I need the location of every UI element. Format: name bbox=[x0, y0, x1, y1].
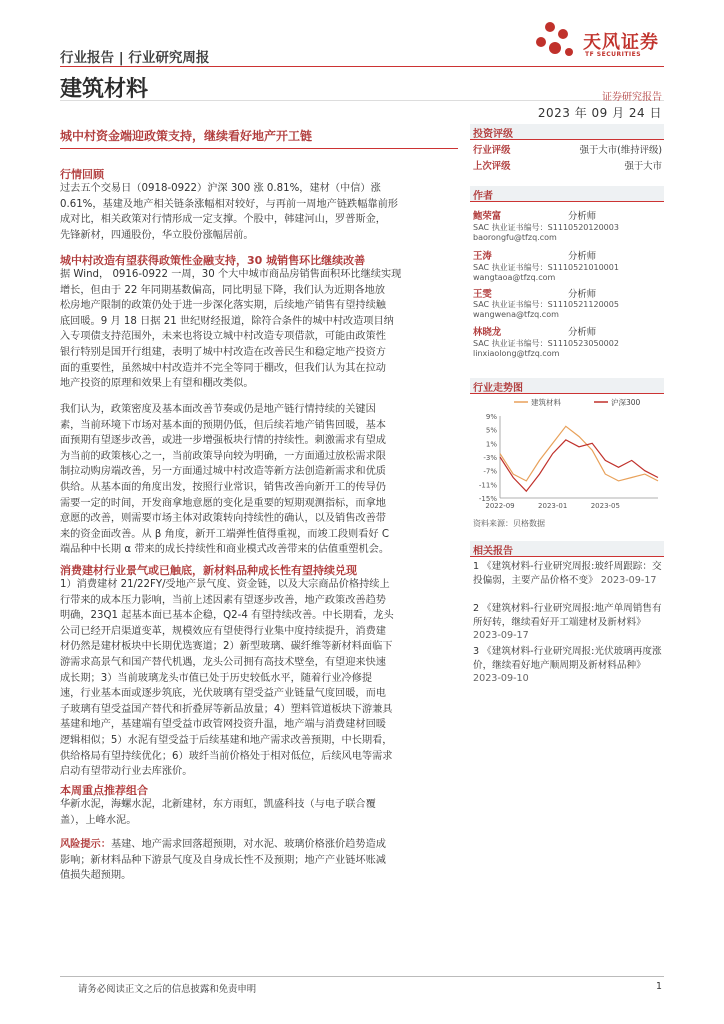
prev-rating-label: 上次评级 bbox=[473, 161, 511, 172]
legend-label: 建筑材料 bbox=[531, 398, 561, 407]
paragraph-consumer-materials: 1）消费建材 21/22FY/受地产景气度、资金链，以及大宗商品价格持续上 行带来的成本压力影响，当前上述因素有望逐步改善，地产政策改善趋势 明确，23Q1 起基本面已基本企稳，Q2-4 有望持续改善。中长期看，龙头 公司已经开启渠道变革，规模效应有望使得行业集中度持续提升，消费建 材仍然是建材板块中长期优选赛道；2）新型玻璃、碳纤维等新材料面临下 游需求高景气和国产替代机遇，龙头公司拥有高技术壁垒，有望迎来快速 成长期；3）当前玻璃龙头市值已处于历史较低水平，随着行业冷修提 速，行业基本面或逐步筑底，光伏玻璃有望受益产业链量气度回暖，而电 子玻璃有望受益国产替代和折叠屏等新品放量；4）塑料管道板块下游兼具 基建和地产，基建端有望受益市政管网投资升温，地产端与消费建材回暖 逻辑相似；5）水泥有望受益于后续基建和地产需求改善预期，中长期看， 供给格局有望持续优化；6）玻纤当前价格处于相对低位，后续风电等需求 启动有望带动行业去库涨价。 bbox=[60, 579, 394, 778]
analyst-email[interactable]: wangtaoa@tfzq.com bbox=[473, 273, 556, 282]
analyst-sac: SAC 执业证书编号：S1110521010001 bbox=[473, 263, 619, 272]
legend-label: 沪深300 bbox=[611, 398, 641, 407]
logo-text-en: TF SECURITIES bbox=[585, 51, 642, 58]
analyst-email[interactable]: baorongfu@tfzq.com bbox=[473, 233, 557, 242]
y-tick-label: -11% bbox=[478, 481, 497, 490]
paragraph-urban-village-1: 据 Wind， 0916-0922 一周，30 个大中城市商品房销售面积环比继续实现 增长，但由于 22 年同期基数偏高，同比明显下降，我们认为近期各地放 松房地产限制的政策仍处于进一步深化落实期，后续地产销售有望持续触 底回暖。9 月 18 日据 21 世纪财经报道，除符合条件的城中村改造项目纳 入专项债支持范围外，未来也将设立城中村改造专项借款，可能由政策性 银行特别是国开行组建，表明了城中村改造在改善民生和稳定地产投资方 面的重要性，虽然城中村改造并不完全等同于棚改，但我们认为其在拉动 地产投资的原理和效果上有望和棚改类似。 bbox=[60, 269, 402, 390]
authors-header: 作者 bbox=[473, 191, 493, 202]
paragraph-urban-village-2: 我们认为，政策密度及基本面改善节奏或仍是地产链行情持续的关键因 素，当前环境下市场对基本面的预期仍低，但后续若地产销售回暖，基本 面预期有望逐步改善，或进一步增强板块行情的持续性。刺激需求有望成 为当前的政策核心之一，当前政策导向较为明确，一方面通过放松需求限 制拉动购房端改善，另一方面通过城中村改造等新方法创造新需求和优质 供给。从基本面的角度出发，按照行业常识，销售改善向新开工的传导仍 需要一定的时间，开发商拿地意愿的变化是重要的短期观测指标，而拿地 意愿的改善，则需要市场主体对政策转向持续性的确认，以及销售改善带 来的资金面改善。从 β 角度，新开工端弹性值得重视，而竣工段则看好 C 端品种中长期 α 带来的成长持续性和商业模式改善带来的估值重塑机会。 bbox=[60, 404, 390, 556]
y-tick-label: 5% bbox=[485, 426, 497, 435]
sector-title: 建筑材料 bbox=[60, 77, 149, 102]
sector-divider bbox=[60, 100, 664, 101]
x-tick-label: 2023-05 bbox=[590, 502, 620, 510]
analyst-name: 王涛 bbox=[473, 251, 492, 262]
analyst-sac: SAC 执业证书编号：S1110520120003 bbox=[473, 223, 619, 232]
x-tick-label: 2023-01 bbox=[538, 502, 568, 510]
y-tick-label: -3% bbox=[483, 454, 497, 462]
page-number: 1 bbox=[656, 981, 662, 992]
chart-header: 行业走势图 bbox=[473, 383, 523, 394]
analyst-sac: SAC 执业证书编号：S1110523050002 bbox=[473, 339, 619, 348]
report-category-label: 行业报告 | 行业研究周报 bbox=[60, 50, 210, 66]
section-heading-portfolio: 本周重点推荐组合 bbox=[60, 784, 148, 797]
related-report-item[interactable]: 2 《建筑材料-行业研究周报:地产单周销售有所好转，继续看好开工端建材及新材料》 2023-09-17 bbox=[473, 603, 662, 642]
report-type: 证券研究报告 bbox=[602, 92, 662, 103]
y-tick-label: -7% bbox=[483, 467, 497, 476]
y-tick-label: -15% bbox=[478, 495, 497, 503]
y-tick-label: 1% bbox=[485, 440, 497, 449]
rating-divider bbox=[470, 139, 664, 140]
header-divider bbox=[60, 66, 664, 67]
section-heading-market-review: 行情回顾 bbox=[60, 168, 104, 181]
analyst-role: 分析师 bbox=[568, 251, 597, 262]
paragraph-portfolio: 华新水泥，海螺水泥，北新建材，东方雨虹，凯盛科技（与电子联合覆 盖），上峰水泥。 bbox=[60, 799, 376, 826]
analyst-role: 分析师 bbox=[568, 211, 597, 222]
x-tick-label: 2022-09 bbox=[485, 502, 515, 510]
related-header: 相关报告 bbox=[473, 546, 513, 557]
authors-header-bg bbox=[470, 186, 664, 201]
industry-trend-chart bbox=[470, 394, 664, 516]
report-date: 2023 年 09 月 24 日 bbox=[537, 106, 662, 120]
rating-header: 投资评级 bbox=[473, 129, 513, 140]
section-heading-urban-village: 城中村改造有望获得政策性金融支持，30 城销售环比继续改善 bbox=[60, 254, 366, 267]
related-report-item[interactable]: 1 《建筑材料-行业研究周报:玻纤周跟踪：交投偏弱，主要产品价格不变》 2023-09-17 bbox=[473, 561, 662, 586]
related-report-item[interactable]: 3 《建筑材料-行业研究周报:光伏玻璃再度涨价，继续看好地产顺周期及新材料品种》 2023-09-10 bbox=[473, 646, 662, 685]
analyst-name: 林晓龙 bbox=[473, 327, 502, 338]
analyst-role: 分析师 bbox=[568, 327, 597, 338]
analyst-email[interactable]: linxiaolong@tfzq.com bbox=[473, 349, 560, 358]
analyst-sac: SAC 执业证书编号：S1110521120005 bbox=[473, 300, 619, 309]
logo-text-cn: 天风证券 bbox=[583, 32, 659, 53]
series-line bbox=[500, 426, 658, 481]
chart-source: 资料来源：贝格数据 bbox=[473, 519, 545, 528]
analyst-role: 分析师 bbox=[568, 289, 597, 300]
paragraph-market-review: 过去五个交易日（0918-0922）沪深 300 涨 0.81%，建材（中信）涨 0.61%，基建及地产相关链条涨幅相对较好，与再前一周地产链跌幅靠前形 成对比，相关政策对行情形成一定支撑。个股中，韩建河山，罗普斯金， 先锋新材，四通股份，华立股份涨幅居前。 bbox=[60, 183, 398, 241]
report-title: 城中村资金端迎政策支持，继续看好地产开工链 bbox=[60, 129, 313, 143]
disclaimer-note: 请务必阅读正文之后的信息披露和免责申明 bbox=[78, 984, 257, 995]
prev-rating-value: 强于大市 bbox=[624, 161, 662, 172]
related-divider bbox=[470, 556, 664, 557]
y-tick-label: 9% bbox=[485, 413, 497, 421]
paragraph-risk-warning: 风险提示：基建、地产需求回落超预期，对水泥、玻璃价格涨价趋势造成 影响；新材料品种下游景气度及自身成长性不及预期；地产产业链坏账减 值损失超预期。 bbox=[60, 839, 386, 882]
analyst-name: 王雯 bbox=[473, 289, 492, 300]
tf-securities-logo-icon bbox=[533, 18, 579, 62]
risk-warning-heading: 风险提示： bbox=[60, 839, 111, 850]
title-divider bbox=[60, 148, 458, 149]
series-line bbox=[500, 440, 658, 491]
footer-divider bbox=[60, 976, 664, 977]
industry-rating-value: 强于大市(维持评级) bbox=[579, 145, 662, 156]
industry-rating-label: 行业评级 bbox=[473, 145, 511, 156]
section-heading-consumer-materials: 消费建材行业景气或已触底，新材料品种成长性有望持续兑现 bbox=[60, 564, 357, 577]
analyst-name: 鲍荣富 bbox=[473, 211, 502, 222]
analyst-email[interactable]: wangwena@tfzq.com bbox=[473, 310, 559, 319]
authors-divider bbox=[470, 201, 664, 202]
